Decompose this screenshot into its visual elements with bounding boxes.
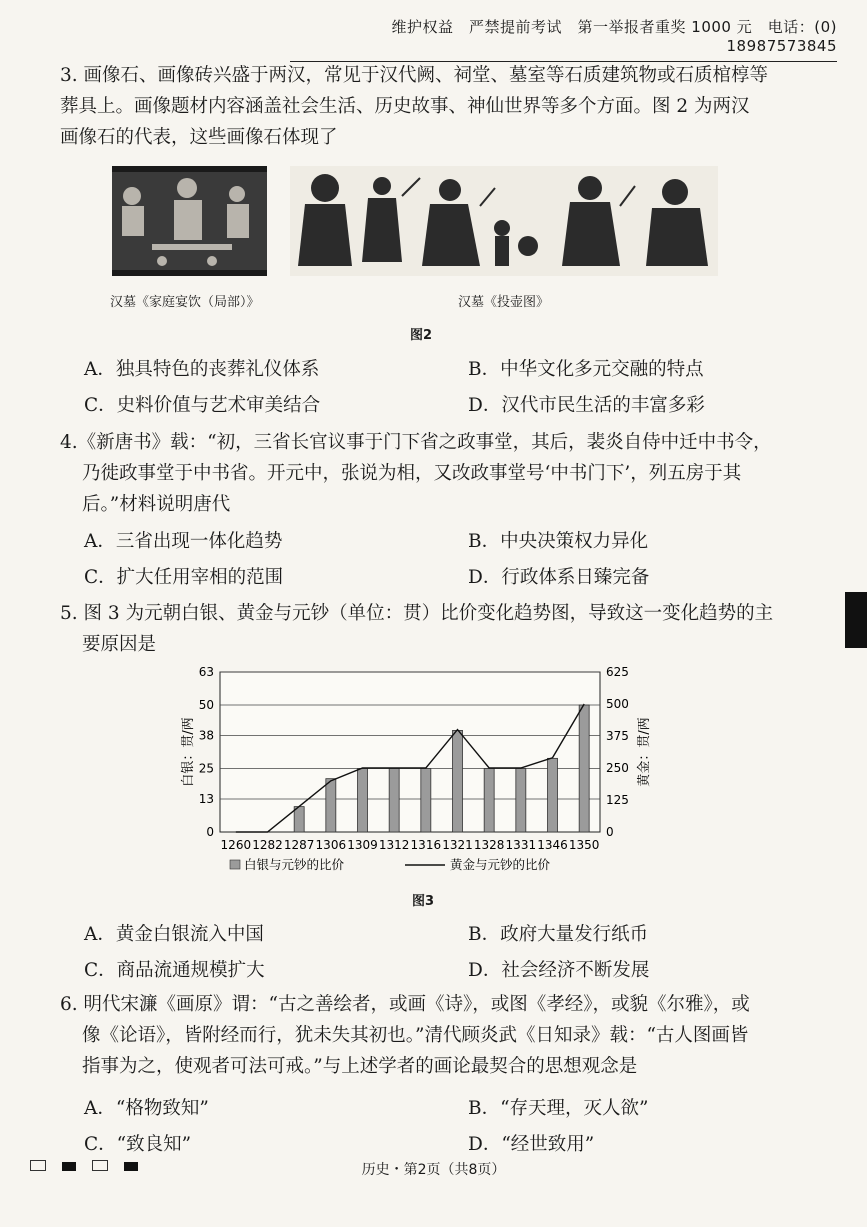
question-stem-line: 葬具上。画像题材内容涵盖社会生活、历史故事、神仙世界等多个方面。图 2 为两汉: [60, 96, 750, 117]
y2-axis-label: 黄金：贯/两: [637, 717, 652, 787]
x-tick-label: 1321: [442, 838, 473, 852]
plot-area: [220, 672, 600, 832]
page-header: 维护权益 严禁提前考试 第一举报者重奖 1000 元 电话：(0) 18987573845: [290, 16, 837, 62]
silver-bar: [294, 807, 304, 832]
silver-bar: [389, 769, 399, 832]
silver-bar: [421, 769, 431, 832]
option-d[interactable]: D．“经世致用”: [468, 1134, 595, 1155]
figure-label: 图2: [410, 328, 433, 343]
y2-tick-label: 625: [606, 665, 629, 679]
question-5: [60, 598, 795, 660]
silver-bar: [548, 758, 558, 832]
option-c[interactable]: C．扩大任用宰相的范围: [84, 567, 284, 588]
silver-bar: [358, 769, 368, 832]
question-stem-line: 后。”材料说明唐代: [82, 494, 231, 515]
question-3: [60, 60, 795, 153]
question-stem-line: 5. 图 3 为元朝白银、黄金与元钞（单位：贯）比价变化趋势图，导致这一变化趋势的主: [60, 603, 774, 624]
question-stem-line: 4.《新唐书》载：“初，三省长官议事于门下省之政事堂，其后，裴炎自侍中迁中书令，: [60, 432, 772, 453]
option-b[interactable]: B．中华文化多元交融的特点: [468, 359, 704, 380]
silver-bar: [516, 769, 526, 832]
page-footer: 历史・第2页（共8页）: [361, 1162, 506, 1178]
legend-bar-label: 白银与元钞的比价: [244, 857, 345, 872]
x-tick-label: 1350: [568, 838, 600, 852]
x-tick-label: 1346: [537, 838, 568, 852]
x-tick-label: 1287: [283, 838, 315, 852]
x-tick-label: 1316: [410, 838, 442, 852]
y2-tick-label: 125: [606, 793, 629, 807]
option-b[interactable]: B．政府大量发行纸币: [468, 924, 649, 945]
x-tick-label: 1331: [505, 838, 537, 852]
option-b[interactable]: B．“存天理，灭人欲”: [468, 1098, 649, 1119]
figure-caption-right: 汉墓《投壶图》: [458, 295, 550, 310]
figure-caption-left: 汉墓《家庭宴饮（局部）》: [110, 295, 260, 310]
option-a[interactable]: A．独具特色的丧葬礼仪体系: [84, 359, 320, 380]
silver-bar: [453, 730, 463, 832]
question-stem-line: 像《论语》，皆附经而行，犹未失其初也。”清代顾炎武《日知录》载：“古人图画皆: [82, 1025, 749, 1046]
question-stem-line: 要原因是: [82, 634, 157, 655]
question-stem-line: 6. 明代宋濂《画原》谓：“古之善绘者，或画《诗》，或图《孝经》，或貌《尔雅》，或: [60, 994, 750, 1015]
y-tick-label: 50: [198, 698, 214, 713]
x-tick-label: 1260: [220, 838, 252, 852]
y2-tick-label: 375: [606, 729, 629, 743]
question-6: [60, 989, 795, 1082]
x-tick-label: 1306: [315, 838, 347, 852]
y2-tick-label: 500: [606, 697, 629, 711]
y-tick-label: 38: [198, 728, 214, 743]
option-d[interactable]: D．社会经济不断发展: [468, 960, 650, 981]
silver-gold-banknote-chart: [170, 662, 670, 877]
y-tick-label: 63: [198, 665, 214, 679]
option-a[interactable]: A．三省出现一体化趋势: [84, 531, 283, 552]
figure-label: 图3: [412, 894, 435, 909]
stone-relief-touhu-image: [290, 166, 718, 276]
question-stem-line: 画像石、画像砖兴盛于两汉，常见于汉代阙、祠堂、墓室等石质建筑物或石质棺椁等: [83, 65, 769, 86]
legend-line-label: 黄金与元钞的比价: [450, 857, 551, 872]
y-tick-label: 25: [198, 761, 214, 776]
y-tick-label: 13: [198, 791, 214, 806]
x-tick-label: 1282: [252, 838, 283, 852]
legend-bar-swatch: [230, 860, 240, 869]
option-a[interactable]: A．黄金白银流入中国: [84, 924, 264, 945]
stone-relief-banquet-image: [112, 166, 267, 276]
option-c[interactable]: C．“致良知”: [84, 1134, 192, 1155]
x-tick-label: 1328: [473, 838, 505, 852]
y2-tick-label: 250: [606, 761, 629, 775]
x-tick-label: 1312: [378, 838, 410, 852]
question-number: 3.: [60, 65, 78, 86]
option-c[interactable]: C．商品流通规模扩大: [84, 960, 265, 981]
question-4: [60, 427, 795, 520]
x-tick-label: 1309: [347, 838, 378, 852]
option-d[interactable]: D．汉代市民生活的丰富多彩: [468, 395, 705, 416]
option-a[interactable]: A．“格物致知”: [84, 1098, 209, 1119]
option-b[interactable]: B．中央决策权力异化: [468, 531, 649, 552]
y-tick-label: 0: [206, 825, 214, 839]
silver-bar: [326, 779, 336, 832]
option-d[interactable]: D．行政体系日臻完备: [468, 567, 650, 588]
y2-tick-label: 0: [606, 825, 614, 839]
edge-mark: [845, 592, 867, 648]
silver-bar: [484, 769, 494, 832]
question-stem-line: 乃徙政事堂于中书省。开元中，张说为相，又改政事堂号‘中书门下’，列五房于其: [82, 463, 742, 484]
question-stem-line: 指事为之，使观者可法可戒。”与上述学者的画论最契合的思想观念是: [82, 1056, 638, 1077]
y-axis-label: 白银：贯/两: [181, 717, 196, 787]
question-stem-line: 画像石的代表，这些画像石体现了: [60, 127, 338, 148]
silver-bar: [579, 705, 589, 832]
option-c[interactable]: C．史料价值与艺术审美结合: [84, 395, 321, 416]
